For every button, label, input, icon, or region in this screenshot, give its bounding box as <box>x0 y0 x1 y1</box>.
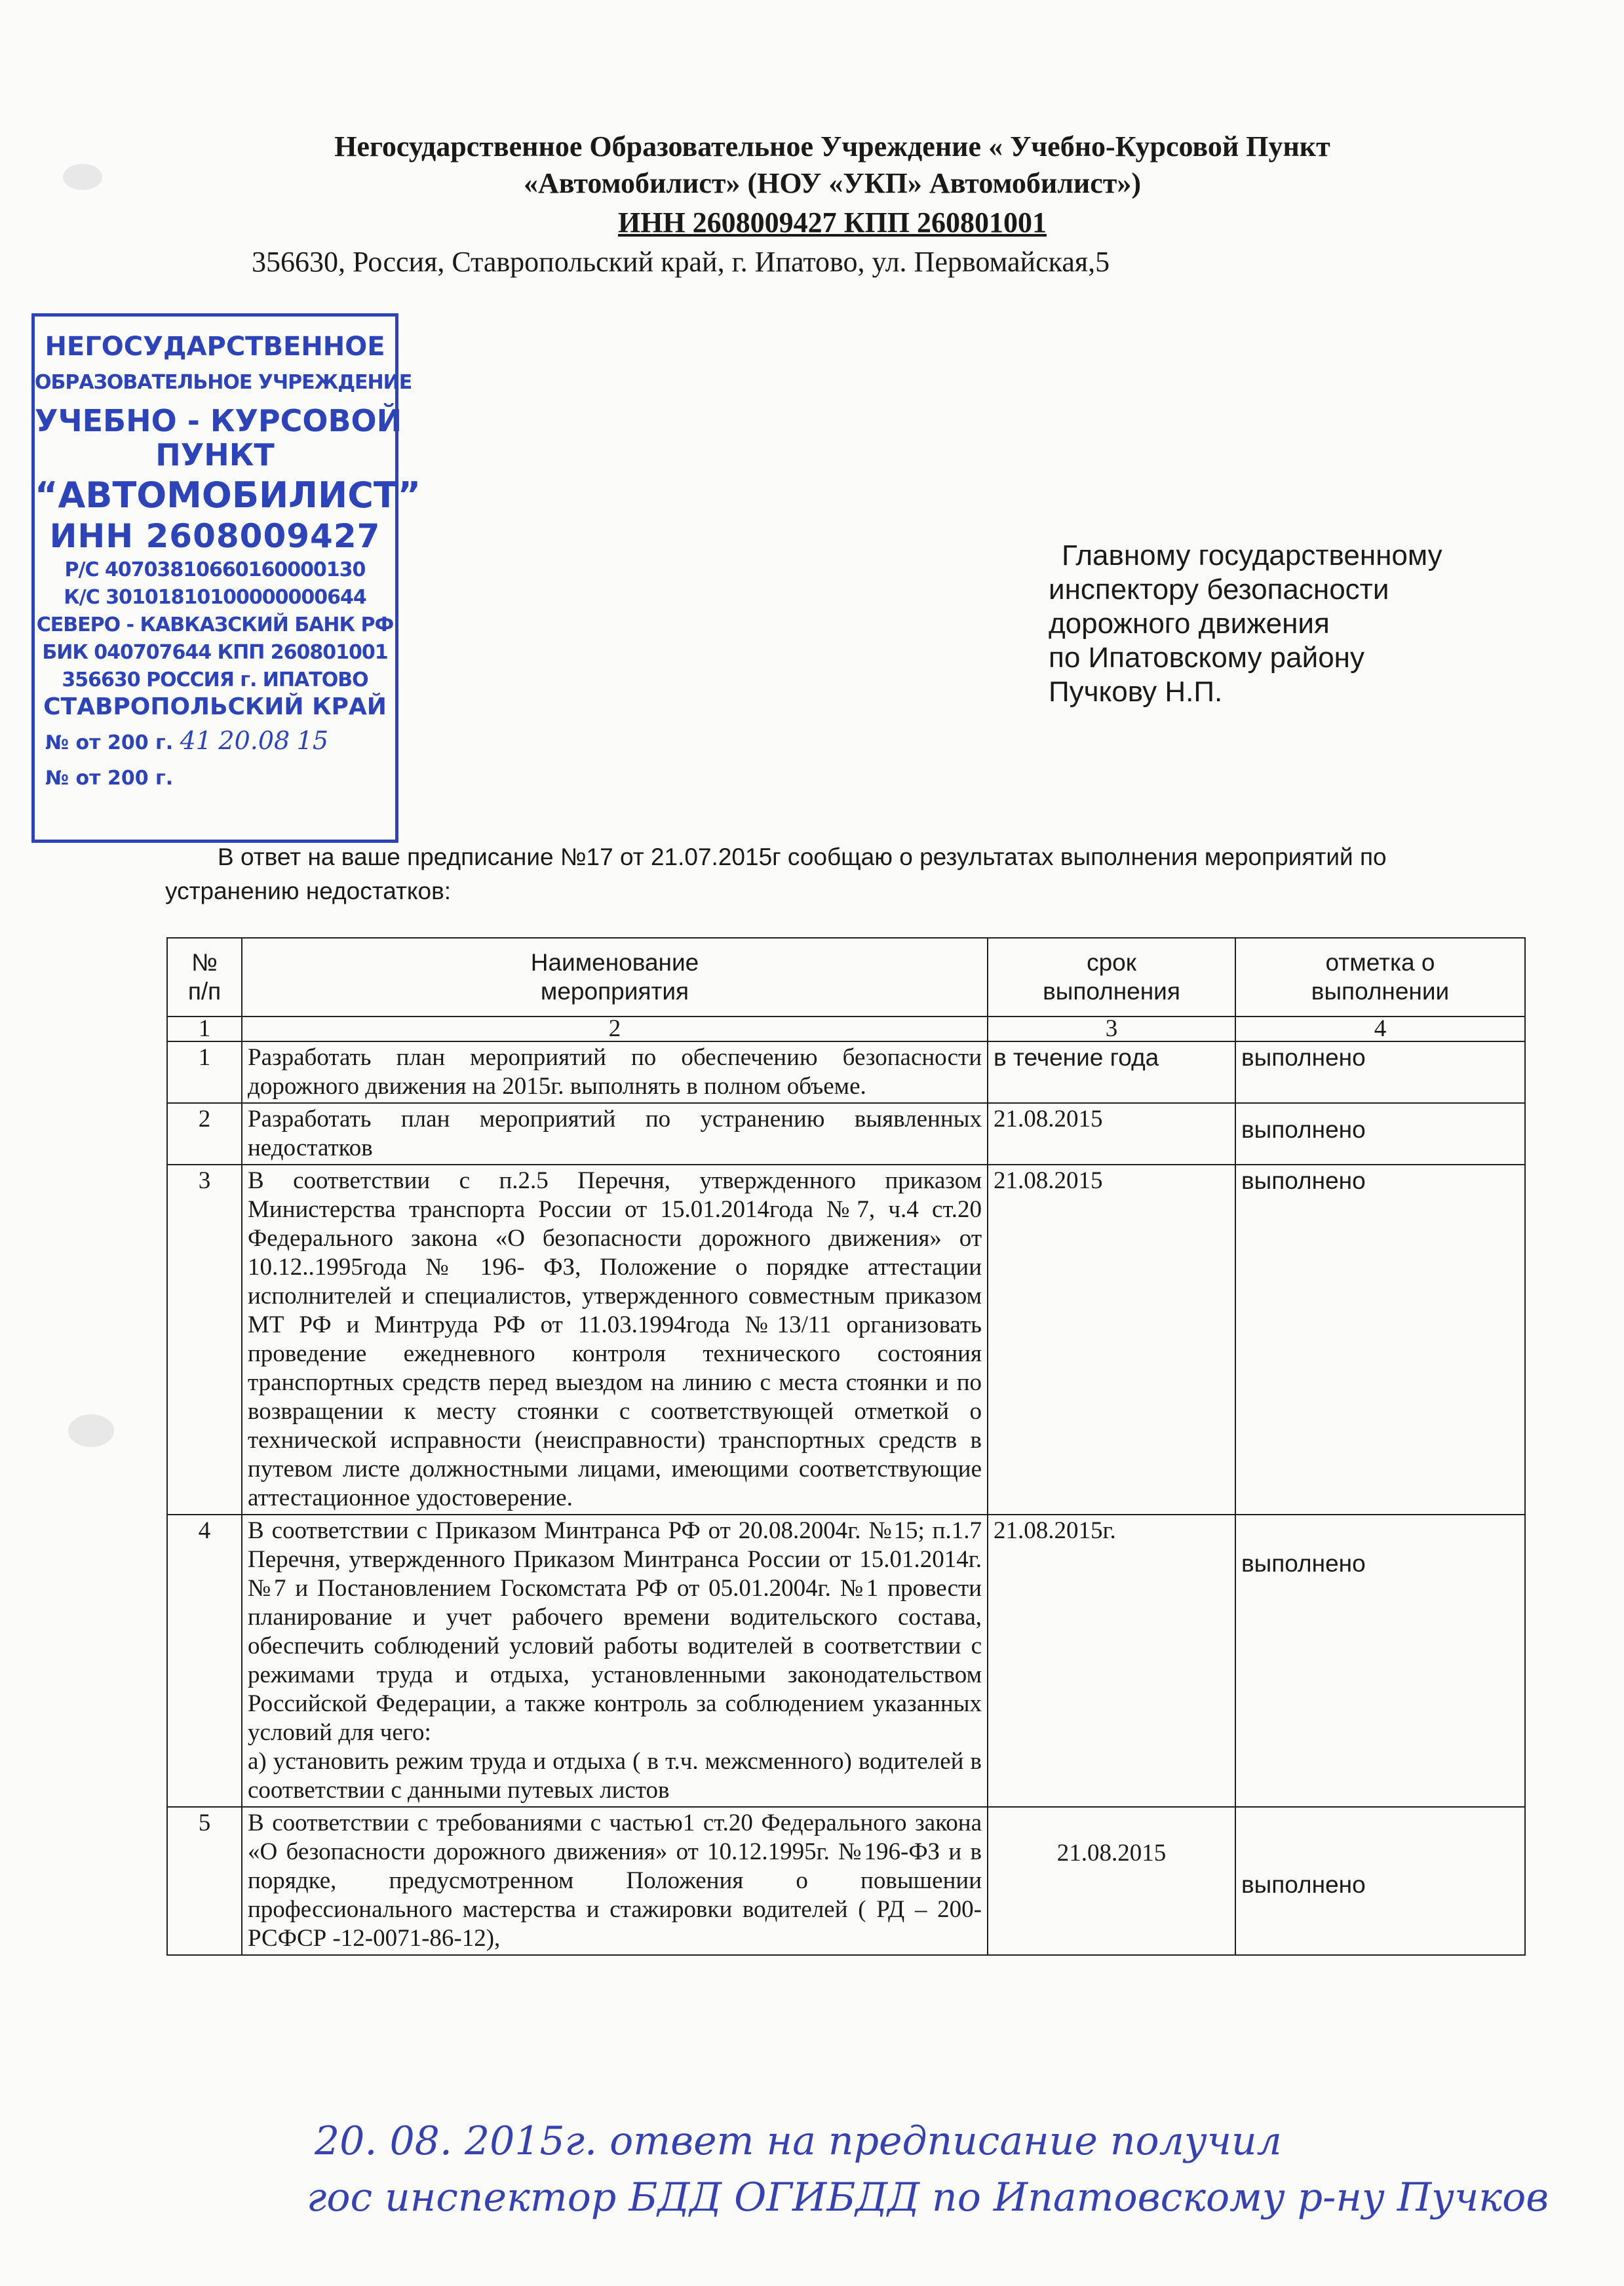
stamp-line: К/С 30101810100000000644 <box>64 586 366 609</box>
stamp-hand-date: 20.08 <box>218 726 290 755</box>
intro-line: В ответ на ваше предписание №17 от 21.07.2015г сообщаю о результатах выполнения мероприятий по <box>218 843 1387 870</box>
row-status: выполнено <box>1235 1165 1525 1515</box>
stamp-line: ИНН 2608009427 <box>49 517 381 555</box>
stamp-line: УЧЕБНО - КУРСОВОЙ <box>35 403 402 438</box>
row-num: 1 <box>167 1041 242 1103</box>
row-num: 5 <box>167 1807 242 1955</box>
row-text-subitem: а) установить режим труда и отдыха ( в т.ч. межсменного) водителей в соответствии с данными путевых листов <box>248 1748 982 1804</box>
row-deadline: 21.08.2015г. <box>988 1515 1235 1807</box>
stamp-line: СТАВРОПОЛЬСКИЙ КРАЙ <box>43 693 387 720</box>
table-row <box>167 1807 1525 1955</box>
row-deadline: в течение года <box>988 1041 1235 1103</box>
punch-hole-top <box>63 164 102 190</box>
row-deadline: 21.08.2015 <box>988 1807 1235 1955</box>
stamp-line: БИК 040707644 КПП 260801001 <box>42 641 388 664</box>
row-deadline: 21.08.2015 <box>988 1103 1235 1165</box>
stamp-line: Р/С 40703810660160000130 <box>64 558 366 581</box>
org-name-line2: «Автомобилист» (НОУ «УКП» Автомобилист») <box>523 167 1142 199</box>
recipient-line: инспектору безопасности <box>1049 573 1389 606</box>
row-text: В соответствии с Приказом Минтранса РФ от 20.08.2004г. №15; п.1.7 Перечня, утвержденного Приказом Минтранса России от 15.01.2014г. №7 и Постановлением Госкомстата РФ от 05.01.2004г. №1 провести планирование и учет рабочего времени водительского состава, обеспечить соблюдений условий работы водителей в соответствии с режимами труда и отдыха, установленными законодательством Российской Федерации, а также контроль за соблюдением указанных условий для чего: <box>248 1517 982 1746</box>
stamp-line: ОБРАЗОВАТЕЛЬНОЕ УЧРЕЖДЕНИЕ <box>35 371 412 394</box>
stamp-registration-line-2: № от 200 г. <box>45 767 174 790</box>
org-tax-ids: ИНН 2608009427 КПП 260801001 <box>617 206 1047 239</box>
stamp-hand-year: 15 <box>296 726 328 755</box>
row-text-cell <box>242 1515 988 1807</box>
recipient-line: дорожного движения <box>1049 608 1330 640</box>
stamp-line: НЕГОСУДАРСТВЕННОЕ <box>45 332 385 362</box>
row-text: В соответствии с требованиями с частью1 ст.20 Федерального закона «О безопасности дорожного движения» от 10.12.1995г. №196-ФЗ и в порядке, предусмотренном Положения о повышении профессионального мастерства и стажировки водителей ( РД – 200-РСФСР -12-0071-86-12), <box>242 1807 988 1955</box>
stamp-hand-number: 41 <box>180 726 212 755</box>
col-number: 1 <box>167 1017 242 1041</box>
table-row <box>167 1041 1525 1103</box>
stamp-line: ПУНКТ <box>155 437 275 473</box>
row-text: Разработать план мероприятий по обеспечению безопасности дорожного движения на 2015г. выполнять в полном объеме. <box>242 1041 988 1103</box>
table-row <box>167 1515 1525 1807</box>
org-name-line1: Негосударственное Образовательное Учреждение « Учебно-Курсовой Пункт <box>334 130 1330 163</box>
measures-table <box>166 937 1526 1956</box>
row-text: Разработать план мероприятий по устранению выявленных недостатков <box>242 1103 988 1165</box>
header-name-text: Наименование мероприятия <box>530 949 699 1005</box>
stamp-line: “АВТОМОБИЛИСТ” <box>35 475 421 516</box>
row-status: выполнено <box>1235 1041 1525 1103</box>
header-status-text: отметка о выполнении <box>1311 949 1450 1005</box>
header-name <box>242 938 988 1017</box>
table-header-row <box>167 938 1525 1017</box>
intro-line: устранению недостатков: <box>165 878 452 904</box>
header-num <box>167 938 242 1017</box>
row-status: выполнено <box>1235 1807 1525 1955</box>
col-number: 4 <box>1235 1017 1525 1041</box>
row-num: 3 <box>167 1165 242 1515</box>
header-deadline-text: срок выполнения <box>1043 949 1180 1005</box>
recipient-block <box>1049 539 1442 709</box>
row-num: 4 <box>167 1515 242 1807</box>
table-row <box>167 1103 1525 1165</box>
col-number: 3 <box>988 1017 1235 1041</box>
handwritten-receipt-line2: гос инспектор БДД ОГИБДД по Ипатовскому р-ну Пучков <box>307 2175 1549 2220</box>
punch-hole-bottom <box>68 1414 114 1447</box>
stamp-line: 356630 РОССИЯ г. ИПАТОВО <box>62 668 368 691</box>
column-number-row <box>167 1017 1525 1041</box>
organization-stamp <box>31 313 421 843</box>
row-status: выполнено <box>1235 1103 1525 1165</box>
org-address: 356630, Россия, Ставропольский край, г. Ипатово, ул. Первомайская,5 <box>252 246 1110 278</box>
intro-paragraph <box>165 840 1476 908</box>
stamp-reg-template: № от 200 г. <box>45 731 174 754</box>
row-num: 2 <box>167 1103 242 1165</box>
row-text: В соответствии с п.2.5 Перечня, утвержденного приказом Министерства транспорта России от 15.01.2014года №7, ч.4 ст.20 Федерального закона «О безопасности дорожного движения» от 10.12..1995года № 196- ФЗ, Положение о порядке аттестации исполнителей и специалистов, утвержденного совместным приказом МТ РФ и Минтруда РФ от 11.03.1994года №13/11 организовать проведение ежедневного контроля технического состояния транспортных средств перед выездом на линию с места стоянки и по возвращении к месту стоянки с соответствующей отметкой о технической исправности (неисправности) транспортных средств в путевом листе должностными лицами, имеющими соответствующие аттестационное удостоверение. <box>242 1165 988 1515</box>
table-row <box>167 1165 1525 1515</box>
handwritten-receipt-line1: 20. 08. 2015г. ответ на предписание получил <box>315 2118 1282 2164</box>
stamp-line: СЕВЕРО - КАВКАЗСКИЙ БАНК РФ <box>36 613 394 636</box>
recipient-line: Главному государственному <box>1062 539 1442 572</box>
row-deadline: 21.08.2015 <box>988 1165 1235 1515</box>
recipient-line: Пучкову Н.П. <box>1049 676 1223 708</box>
header-num-text: № п/п <box>187 949 222 1005</box>
header-deadline <box>988 938 1235 1017</box>
row-status: выполнено <box>1235 1515 1525 1807</box>
stamp-registration-line <box>35 728 395 753</box>
recipient-line: по Ипатовскому району <box>1049 642 1364 674</box>
col-number: 2 <box>242 1017 988 1041</box>
header-status <box>1235 938 1525 1017</box>
